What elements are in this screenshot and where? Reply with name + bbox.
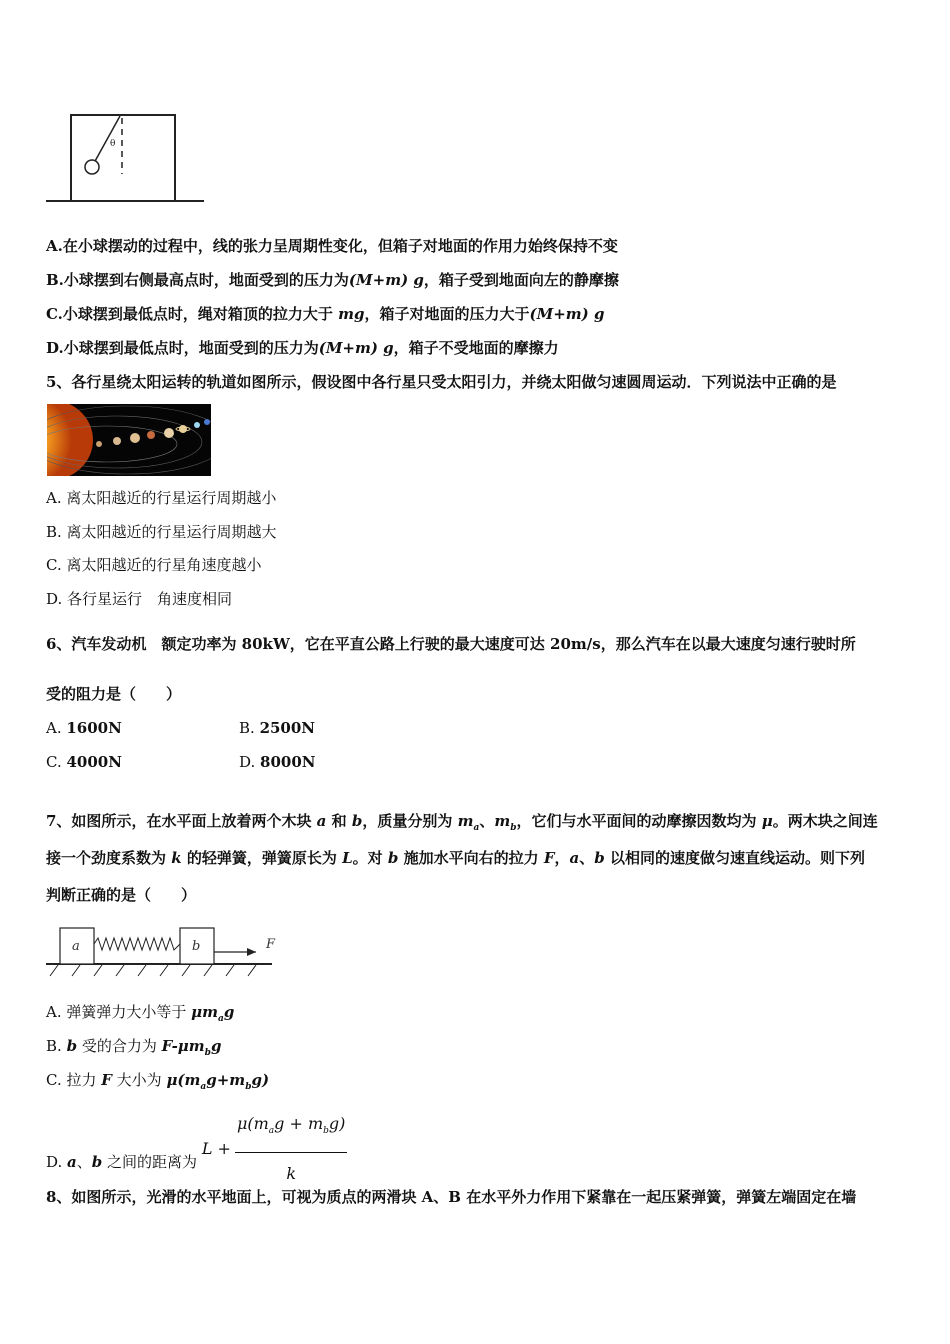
q4-option-c: C.小球摆到最低点时，绳对箱顶的拉力大于 mg，箱子对地面的压力大于(M+m) g — [46, 305, 605, 323]
q7-option-a: A. 弹簧弹力大小等于 $\mu m_ag$ — [46, 1003, 235, 1024]
q7-stem-line2: 接一个劲度系数为 k 的轻弹簧，弹簧原长为 L。对 b 施加水平向右的拉力 F，a、b 以相同的速度做匀速直线运动。则下列 — [46, 849, 865, 867]
q6-option-d: D. 8000N — [239, 753, 316, 771]
q6-option-c: C. 4000N — [46, 753, 122, 771]
q7-option-b: B. b 受的合力为 $F-\mu m_bg$ — [46, 1037, 222, 1058]
box-pendulum-figure — [44, 110, 208, 206]
q5-stem: 5、各行星绕太阳运转的轨道如图所示，假设图中各行星只受太阳引力，并绕太阳做匀速圆周运动．下列说法中正确的是 — [46, 373, 837, 391]
theta-label: θ — [110, 139, 116, 149]
q5-option-a: A. 离太阳越近的行星运行周期越小 — [46, 489, 277, 507]
spring-blocks-figure — [44, 924, 276, 980]
q4-option-b: B.小球摆到右侧最高点时，地面受到的压力为(M+m) g，箱子受到地面向左的静摩擦 — [46, 271, 619, 289]
block-b-label: b — [192, 939, 201, 954]
solar-system-image — [47, 404, 211, 476]
q7-stem-line3: 判断正确的是（ ） — [46, 886, 197, 904]
q7-stem-line1: 7、如图所示，在水平面上放着两个木块 a 和 b，质量分别为 $m_a$、$m_b$，它们与水平面间的动摩擦因数均为 μ。两木块之间连 — [46, 812, 878, 833]
q5-option-b: B. 离太阳越近的行星运行周期越大 — [46, 523, 277, 541]
q7-option-c: C. 拉力 F 大小为 $\mu(m_ag+m_bg)$ — [46, 1071, 270, 1092]
q4-option-d: D.小球摆到最低点时，地面受到的压力为(M+m) g，箱子不受地面的摩擦力 — [46, 339, 559, 357]
q6-stem-line1: 6、汽车发动机 额定功率为 80kW，它在平直公路上行驶的最大速度可达 20m/s，那么汽车在以最大速度匀速行驶时所 — [46, 635, 856, 653]
force-f-label: F — [266, 937, 276, 952]
distance-formula: L + $\frac{\mu(m_ag + m_bg)}{k}$ — [202, 1104, 348, 1194]
q5-option-c: C. 离太阳越近的行星角速度越小 — [46, 556, 262, 574]
q6-stem-line2: 受的阻力是（ ） — [46, 685, 182, 703]
q7-option-d: D. a、b 之间的距离为 L + $\frac{\mu(m_ag + m_bg)}{k}$ — [46, 1104, 347, 1194]
q6-option-a: A. 1600N — [46, 719, 122, 737]
q6-option-b: B. 2500N — [239, 719, 316, 737]
q5-option-d: D. 各行星运行 角速度相同 — [46, 590, 233, 608]
block-a-label: a — [72, 939, 80, 954]
q8-stem: 8、如图所示，光滑的水平地面上，可视为质点的两滑块 A、B 在水平外力作用下紧靠在一起压紧弹簧，弹簧左端固定在墙 — [46, 1188, 857, 1206]
q4-option-a: A.在小球摆动的过程中，线的张力呈周期性变化，但箱子对地面的作用力始终保持不变 — [46, 237, 618, 255]
